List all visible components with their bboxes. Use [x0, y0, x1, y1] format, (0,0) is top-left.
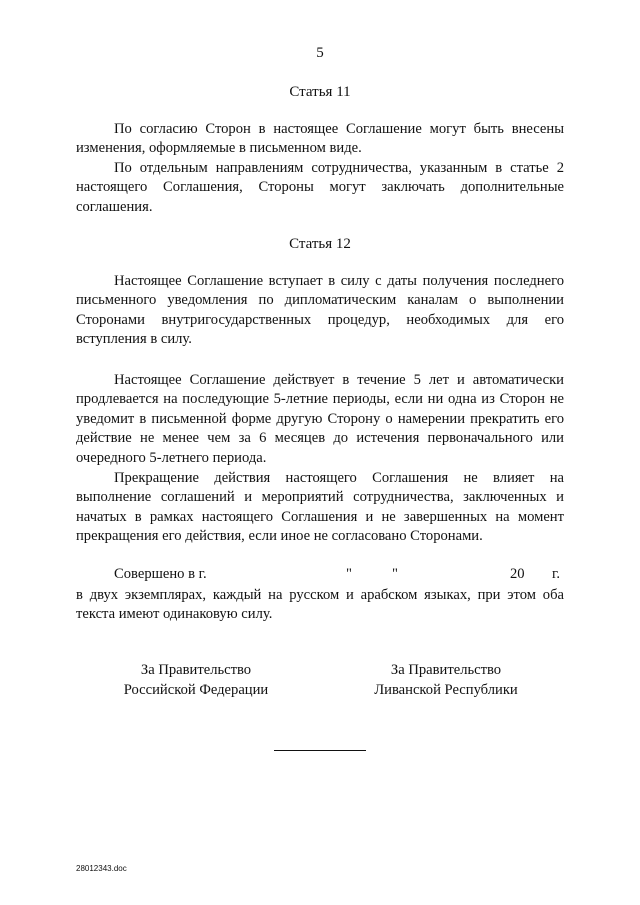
copies-paragraph: в двух экземплярах, каждый на русском и арабском языках, при этом оба текста имеют одинаковую силу. [76, 587, 564, 623]
signature-russia-line1: За Правительство [140, 662, 252, 678]
article-11-title: Статья 11 [289, 84, 351, 100]
file-name-footer: 28012343.doc [76, 864, 127, 873]
article-12-title: Статья 12 [289, 236, 351, 252]
article-11-paragraph-2: По отдельным направлениям сотрудничества, указанным в статье 2 настоящего Соглашения, Стороны могут заключать дополнительные соглашения. [76, 160, 564, 215]
separator-line [274, 750, 366, 751]
signature-lebanon-line1: За Правительство [390, 662, 502, 678]
signature-block-lebanon [316, 660, 576, 700]
date-quote-close: " [392, 566, 398, 582]
signature-block-russia [66, 660, 326, 700]
done-in-line [76, 566, 564, 586]
signature-lebanon-line2: Ливанской Республики [374, 682, 518, 698]
article-11-paragraph-1: По согласию Сторон в настоящее Соглашение могут быть внесены изменения, оформляемые в письменном виде. [76, 121, 564, 157]
done-in-label: Совершено в г. [114, 566, 207, 582]
article-12-paragraph-1: Настоящее Соглашение вступает в силу с даты получения последнего письменного уведомления по дипломатическим каналам о выполнении Сторонами внутригосударственных процедур, необходимых для его вступления в силу. [76, 273, 564, 348]
article-12-paragraph-3: Прекращение действия настоящего Соглашения не влияет на выполнение соглашений и мероприятий сотрудничества, заключенных и начатых в рамках настоящего Соглашения и не завершенных на момент прекращения его действия, если иное не согласовано Сторонами. [76, 470, 564, 545]
page-number: 5 [316, 45, 324, 61]
year-prefix: 20 [510, 566, 525, 582]
signature-russia-line2: Российской Федерации [123, 682, 269, 698]
article-12-paragraph-2: Настоящее Соглашение действует в течение 5 лет и автоматически продлевается на последующие 5-летние периоды, если ни одна из Сторон не уведомит в письменной форме другую Сторону о намерении прекратить его действие не менее чем за 6 месяцев до истечения первоначального или очередного 5-летнего периода. [76, 372, 564, 466]
date-quote-open: " [346, 566, 352, 582]
year-suffix: г. [552, 566, 560, 582]
